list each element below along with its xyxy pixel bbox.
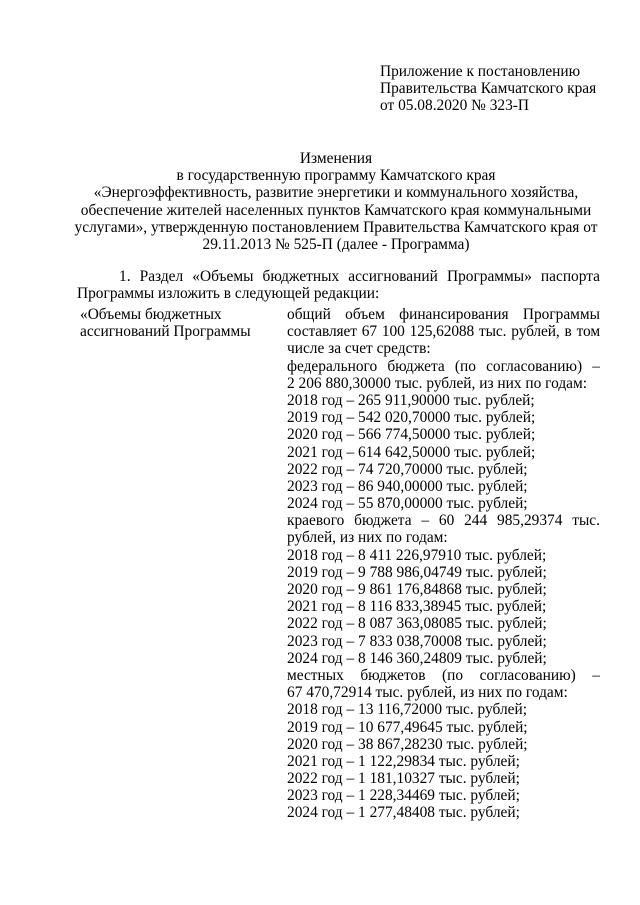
right-cell-line: 67 470,72914 тыс. рублей, из них по годам: <box>287 684 568 702</box>
right-cell-line: федерального бюджета (по согласованию) – <box>287 357 600 375</box>
right-cell-line: 2022 год – 74 720,70000 тыс. рублей; <box>287 460 528 478</box>
right-cell-line: числе за счет средств: <box>287 340 431 358</box>
right-cell-line: рублей, из них по годам: <box>287 529 448 547</box>
right-cell-line: 2021 год – 1 122,29834 тыс. рублей; <box>287 752 520 770</box>
left-cell-line: ассигнований Программы <box>80 323 251 341</box>
title-line: Изменения <box>299 150 373 167</box>
right-cell-line: 2024 год – 8 146 360,24809 тыс. рублей; <box>287 649 547 667</box>
paragraph-line: 1. Раздел «Объемы бюджетных ассигнований Программы» паспорта <box>119 268 600 285</box>
appendix-line: от 05.08.2020 № 323-П <box>380 97 530 115</box>
appendix-line: Приложение к постановлению <box>380 63 581 80</box>
right-cell-line: краевого бюджета – 60 244 985,29374 тыс. <box>287 512 600 530</box>
right-cell-line: 2019 год – 10 677,49645 тыс. рублей; <box>287 718 528 736</box>
right-cell-line: 2021 год – 614 642,50000 тыс. рублей; <box>287 443 536 461</box>
right-cell-line: 2 206 880,30000 тыс. рублей, из них по годам: <box>287 374 588 392</box>
appendix-line: Правительства Камчатского края <box>380 80 597 98</box>
right-cell-line: 2020 год – 38 867,28230 тыс. рублей; <box>287 735 528 753</box>
title-line: услугами», утвержденную постановлением Правительства Камчатского края от <box>74 218 598 236</box>
right-cell-line: 2022 год – 1 181,10327 тыс. рублей; <box>287 770 520 788</box>
title-line: в государственную программу Камчатского края <box>176 167 496 185</box>
right-cell-line: 2024 год – 55 870,00000 тыс. рублей; <box>287 495 528 513</box>
right-cell-line: 2018 год – 13 116,72000 тыс. рублей; <box>287 701 528 719</box>
right-cell-line: 2024 год – 1 277,48408 тыс. рублей; <box>287 804 520 822</box>
right-cell-line: 2019 год – 9 788 986,04749 тыс. рублей; <box>287 563 547 581</box>
appendix-header <box>380 63 630 115</box>
right-cell-line: 2018 год – 265 911,90000 тыс. рублей; <box>287 391 535 409</box>
right-cell-line: составляет 67 100 125,62088 тыс. рублей, в том <box>287 323 600 341</box>
table-left-cell <box>80 306 280 340</box>
section-paragraph <box>77 268 600 302</box>
title-line: 29.11.2013 № 525-П (далее - Программа) <box>202 236 470 254</box>
title-line: «Энергоэффективность, развитие энергетики и коммунального хозяйства, <box>93 184 579 202</box>
right-cell-line: 2019 год – 542 020,70000 тыс. рублей; <box>287 409 536 427</box>
table-right-cell <box>287 306 600 822</box>
right-cell-line: 2023 год – 1 228,34469 тыс. рублей; <box>287 787 520 805</box>
right-cell-line: 2021 год – 8 116 833,38945 тыс. рублей; <box>287 598 547 616</box>
right-cell-line: общий объем финансирования Программы <box>287 306 600 323</box>
title-line: обеспечение жителей населенных пунктов Камчатского края коммунальными <box>80 201 592 219</box>
right-cell-line: 2018 год – 8 411 226,97910 тыс. рублей; <box>287 546 547 564</box>
right-cell-line: 2020 год – 9 861 176,84868 тыс. рублей; <box>287 581 547 598</box>
right-cell-line: 2023 год – 7 833 038,70008 тыс. рублей; <box>287 632 547 650</box>
right-cell-line: 2022 год – 8 087 363,08085 тыс. рублей; <box>287 615 547 633</box>
left-cell-line: «Объемы бюджетных <box>80 306 222 323</box>
paragraph-line: Программы изложить в следующей редакции: <box>77 285 380 303</box>
document-title <box>56 150 616 253</box>
right-cell-line: местных бюджетов (по согласованию) – <box>287 666 600 684</box>
right-cell-line: 2023 год – 86 940,00000 тыс. рублей; <box>287 477 528 495</box>
right-cell-line: 2020 год – 566 774,50000 тыс. рублей; <box>287 426 536 444</box>
